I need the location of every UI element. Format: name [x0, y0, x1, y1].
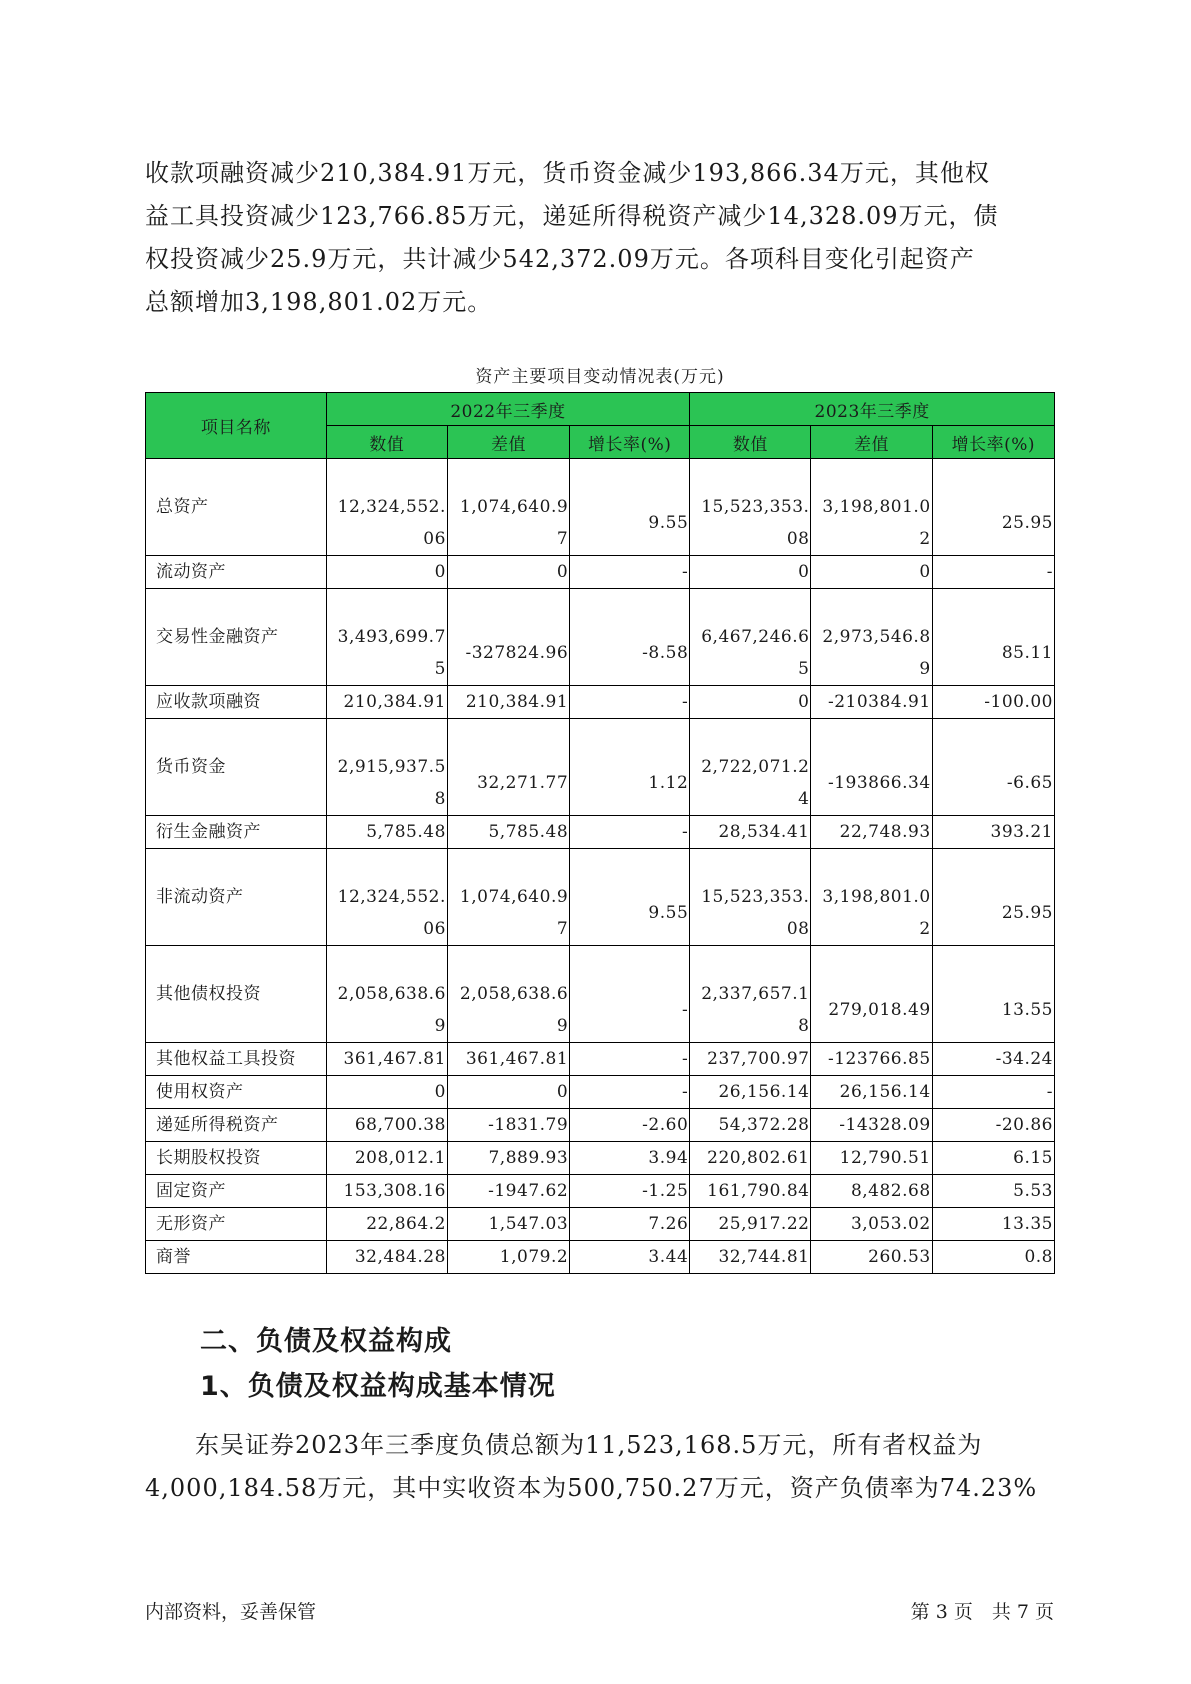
cell-value: -8.58: [642, 643, 689, 663]
cell-value: 25.95: [1001, 513, 1053, 533]
cell-v23: 26,156.14: [690, 1076, 811, 1109]
cell-d23: 8,482.68: [811, 1175, 932, 1208]
cell-v23: 0: [690, 556, 811, 589]
cell-d22: [447, 849, 569, 946]
cell-value: 1,074,640.97: [459, 497, 569, 549]
table-row: [146, 1043, 1055, 1076]
cell-d23: 0: [811, 556, 932, 589]
cell-v23: 220,802.61: [690, 1142, 811, 1175]
cell-v22: 361,467.81: [326, 1043, 447, 1076]
cell-d23: [811, 849, 932, 946]
cell-v22: [326, 946, 447, 1043]
table-body: [146, 459, 1055, 1274]
cell-value: 2,722,071.24: [701, 757, 810, 809]
cell-v22: 68,700.38: [326, 1109, 447, 1142]
row-item-name: 固定资产: [146, 1175, 327, 1208]
table-row: [146, 719, 1055, 816]
row-item-name: 货币资金: [146, 719, 327, 816]
cell-d22: 1,547.03: [447, 1208, 569, 1241]
cell-r23: 6.15: [932, 1142, 1054, 1175]
cell-r22: [570, 459, 690, 556]
cell-r22: -: [570, 1043, 690, 1076]
cell-v23: 237,700.97: [690, 1043, 811, 1076]
cell-r23: [932, 849, 1054, 946]
cell-v22: 5,785.48: [326, 816, 447, 849]
intro-paragraph: [145, 152, 1045, 324]
cell-d23: -210384.91: [811, 686, 932, 719]
cell-v23: [690, 719, 811, 816]
table-row: [146, 1076, 1055, 1109]
cell-v23: 0: [690, 686, 811, 719]
row-item-name: 无形资产: [146, 1208, 327, 1241]
cell-v22: 210,384.91: [326, 686, 447, 719]
cell-v23: [690, 946, 811, 1043]
header-diff-2022: 差值: [447, 426, 569, 459]
cell-v23: 32,744.81: [690, 1241, 811, 1274]
cell-value: 9.55: [648, 903, 689, 923]
header-rate-2023: 增长率(%): [932, 426, 1054, 459]
cell-r23: 5.53: [932, 1175, 1054, 1208]
cell-r23: -20.86: [932, 1109, 1054, 1142]
cell-value: -193866.34: [827, 773, 931, 793]
cell-value: -: [682, 1000, 689, 1020]
row-item-name: 使用权资产: [146, 1076, 327, 1109]
cell-value: 2,058,638.69: [337, 984, 446, 1036]
cell-d22: 1,079.2: [447, 1241, 569, 1274]
cell-v23: [690, 459, 811, 556]
cell-v23: 25,917.22: [690, 1208, 811, 1241]
cell-r23: [932, 459, 1054, 556]
cell-value: 15,523,353.08: [701, 497, 810, 549]
cell-r23: -: [932, 1076, 1054, 1109]
cell-d23: 26,156.14: [811, 1076, 932, 1109]
cell-r23: 393.21: [932, 816, 1054, 849]
cell-d23: [811, 946, 932, 1043]
row-item-name: 商誉: [146, 1241, 327, 1274]
cell-d23: -14328.09: [811, 1109, 932, 1142]
cell-value: 12,324,552.06: [337, 887, 446, 939]
table-row: [146, 1175, 1055, 1208]
liability-line-1: 东吴证券2023年三季度负债总额为11,523,168.5万元，所有者权益为: [145, 1431, 983, 1459]
cell-v23: [690, 849, 811, 946]
subsection-heading: 1、负债及权益构成基本情况: [200, 1371, 556, 1402]
cell-value: 3,198,801.02: [822, 887, 931, 939]
cell-v22: [326, 849, 447, 946]
header-period-2023: 2023年三季度: [690, 393, 1055, 426]
cell-d23: [811, 459, 932, 556]
intro-line-3: 权投资减少25.9万元，共计减少542,372.09万元。各项科目变化引起资产: [145, 245, 975, 273]
cell-value: 9.55: [648, 513, 689, 533]
cell-r22: -: [570, 556, 690, 589]
cell-v22: 153,308.16: [326, 1175, 447, 1208]
cell-v22: 22,864.2: [326, 1208, 447, 1241]
cell-r23: -100.00: [932, 686, 1054, 719]
header-period-2022: 2022年三季度: [326, 393, 690, 426]
cell-value: -327824.96: [465, 643, 569, 663]
header-rate-2022: 增长率(%): [570, 426, 690, 459]
cell-value: 3,198,801.02: [822, 497, 931, 549]
cell-d22: -1831.79: [447, 1109, 569, 1142]
cell-value: 2,058,638.69: [459, 984, 569, 1036]
cell-r23: [932, 589, 1054, 686]
table-row: [146, 946, 1055, 1043]
row-item-name: 递延所得税资产: [146, 1109, 327, 1142]
cell-value: 13.55: [1001, 1000, 1053, 1020]
cell-value: 1.12: [648, 773, 689, 793]
cell-d22: 210,384.91: [447, 686, 569, 719]
table-row: [146, 1208, 1055, 1241]
row-item-name: 非流动资产: [146, 849, 327, 946]
cell-r22: -1.25: [570, 1175, 690, 1208]
header-item-name: 项目名称: [146, 393, 327, 459]
cell-d22: 5,785.48: [447, 816, 569, 849]
section-heading: 二、负债及权益构成: [200, 1326, 452, 1357]
cell-r23: 0.8: [932, 1241, 1054, 1274]
cell-d23: 260.53: [811, 1241, 932, 1274]
cell-r22: [570, 946, 690, 1043]
table-row: [146, 686, 1055, 719]
cell-r23: 13.35: [932, 1208, 1054, 1241]
cell-v22: 32,484.28: [326, 1241, 447, 1274]
cell-v22: [326, 459, 447, 556]
cell-d23: [811, 589, 932, 686]
cell-value: 2,915,937.58: [337, 757, 446, 809]
cell-v22: [326, 589, 447, 686]
cell-r23: [932, 719, 1054, 816]
header-value-2023: 数值: [690, 426, 811, 459]
footer-confidential: 内部资料，妥善保管: [145, 1601, 317, 1623]
cell-d22: [447, 459, 569, 556]
cell-r22: [570, 589, 690, 686]
cell-d23: 3,053.02: [811, 1208, 932, 1241]
cell-d22: -1947.62: [447, 1175, 569, 1208]
liability-line-2: 4,000,184.58万元，其中实收资本为500,750.27万元，资产负债率为74.23%: [145, 1474, 1038, 1502]
cell-v23: 28,534.41: [690, 816, 811, 849]
table-row: [146, 589, 1055, 686]
cell-value: 2,337,657.18: [701, 984, 810, 1036]
cell-r22: 7.26: [570, 1208, 690, 1241]
cell-v22: [326, 719, 447, 816]
cell-d23: -123766.85: [811, 1043, 932, 1076]
cell-r22: -: [570, 816, 690, 849]
cell-d23: 12,790.51: [811, 1142, 932, 1175]
table-row: [146, 816, 1055, 849]
row-item-name: 应收款项融资: [146, 686, 327, 719]
cell-value: 15,523,353.08: [701, 887, 810, 939]
cell-value: 6,467,246.65: [701, 627, 810, 679]
cell-d22: 7,889.93: [447, 1142, 569, 1175]
table-row: [146, 556, 1055, 589]
row-item-name: 总资产: [146, 459, 327, 556]
cell-r22: 3.94: [570, 1142, 690, 1175]
cell-v23: 161,790.84: [690, 1175, 811, 1208]
cell-r23: -34.24: [932, 1043, 1054, 1076]
cell-r22: -2.60: [570, 1109, 690, 1142]
cell-value: 2,973,546.89: [822, 627, 931, 679]
table-row: [146, 849, 1055, 946]
cell-r22: 3.44: [570, 1241, 690, 1274]
intro-line-2: 益工具投资减少123,766.85万元，递延所得税资产减少14,328.09万元，债: [145, 202, 999, 230]
footer-page-number: 第 3 页 共 7 页: [910, 1601, 1054, 1623]
cell-r23: [932, 946, 1054, 1043]
cell-value: 25.95: [1001, 903, 1053, 923]
cell-value: 279,018.49: [828, 1000, 931, 1020]
cell-d22: [447, 719, 569, 816]
cell-d23: 22,748.93: [811, 816, 932, 849]
row-item-name: 流动资产: [146, 556, 327, 589]
table-row: [146, 1142, 1055, 1175]
cell-d22: 0: [447, 556, 569, 589]
liability-paragraph: [145, 1424, 1045, 1510]
table-title: 资产主要项目变动情况表(万元): [475, 367, 725, 387]
cell-v23: 54,372.28: [690, 1109, 811, 1142]
cell-r22: -: [570, 686, 690, 719]
cell-r22: [570, 719, 690, 816]
cell-value: -6.65: [1006, 773, 1053, 793]
row-item-name: 其他债权投资: [146, 946, 327, 1043]
cell-d23: [811, 719, 932, 816]
cell-v22: 0: [326, 1076, 447, 1109]
cell-value: 1,074,640.97: [459, 887, 569, 939]
cell-d22: 0: [447, 1076, 569, 1109]
cell-v22: 0: [326, 556, 447, 589]
cell-value: 12,324,552.06: [337, 497, 446, 549]
cell-r22: [570, 849, 690, 946]
cell-v23: [690, 589, 811, 686]
table-row: [146, 1241, 1055, 1274]
header-diff-2023: 差值: [811, 426, 932, 459]
row-item-name: 其他权益工具投资: [146, 1043, 327, 1076]
header-value-2022: 数值: [326, 426, 447, 459]
row-item-name: 长期股权投资: [146, 1142, 327, 1175]
cell-r23: -: [932, 556, 1054, 589]
cell-d22: [447, 589, 569, 686]
cell-value: 85.11: [1001, 643, 1053, 663]
cell-v22: 208,012.1: [326, 1142, 447, 1175]
cell-value: 3,493,699.75: [337, 627, 446, 679]
asset-change-table: [145, 392, 1055, 1274]
cell-d22: [447, 946, 569, 1043]
row-item-name: 衍生金融资产: [146, 816, 327, 849]
table-row: [146, 1109, 1055, 1142]
row-item-name: 交易性金融资产: [146, 589, 327, 686]
cell-r22: -: [570, 1076, 690, 1109]
cell-d22: 361,467.81: [447, 1043, 569, 1076]
intro-line-4: 总额增加3,198,801.02万元。: [145, 288, 493, 316]
intro-line-1: 收款项融资减少210,384.91万元，货币资金减少193,866.34万元，其他权: [145, 159, 990, 187]
table-row: [146, 459, 1055, 556]
cell-value: 32,271.77: [477, 773, 569, 793]
